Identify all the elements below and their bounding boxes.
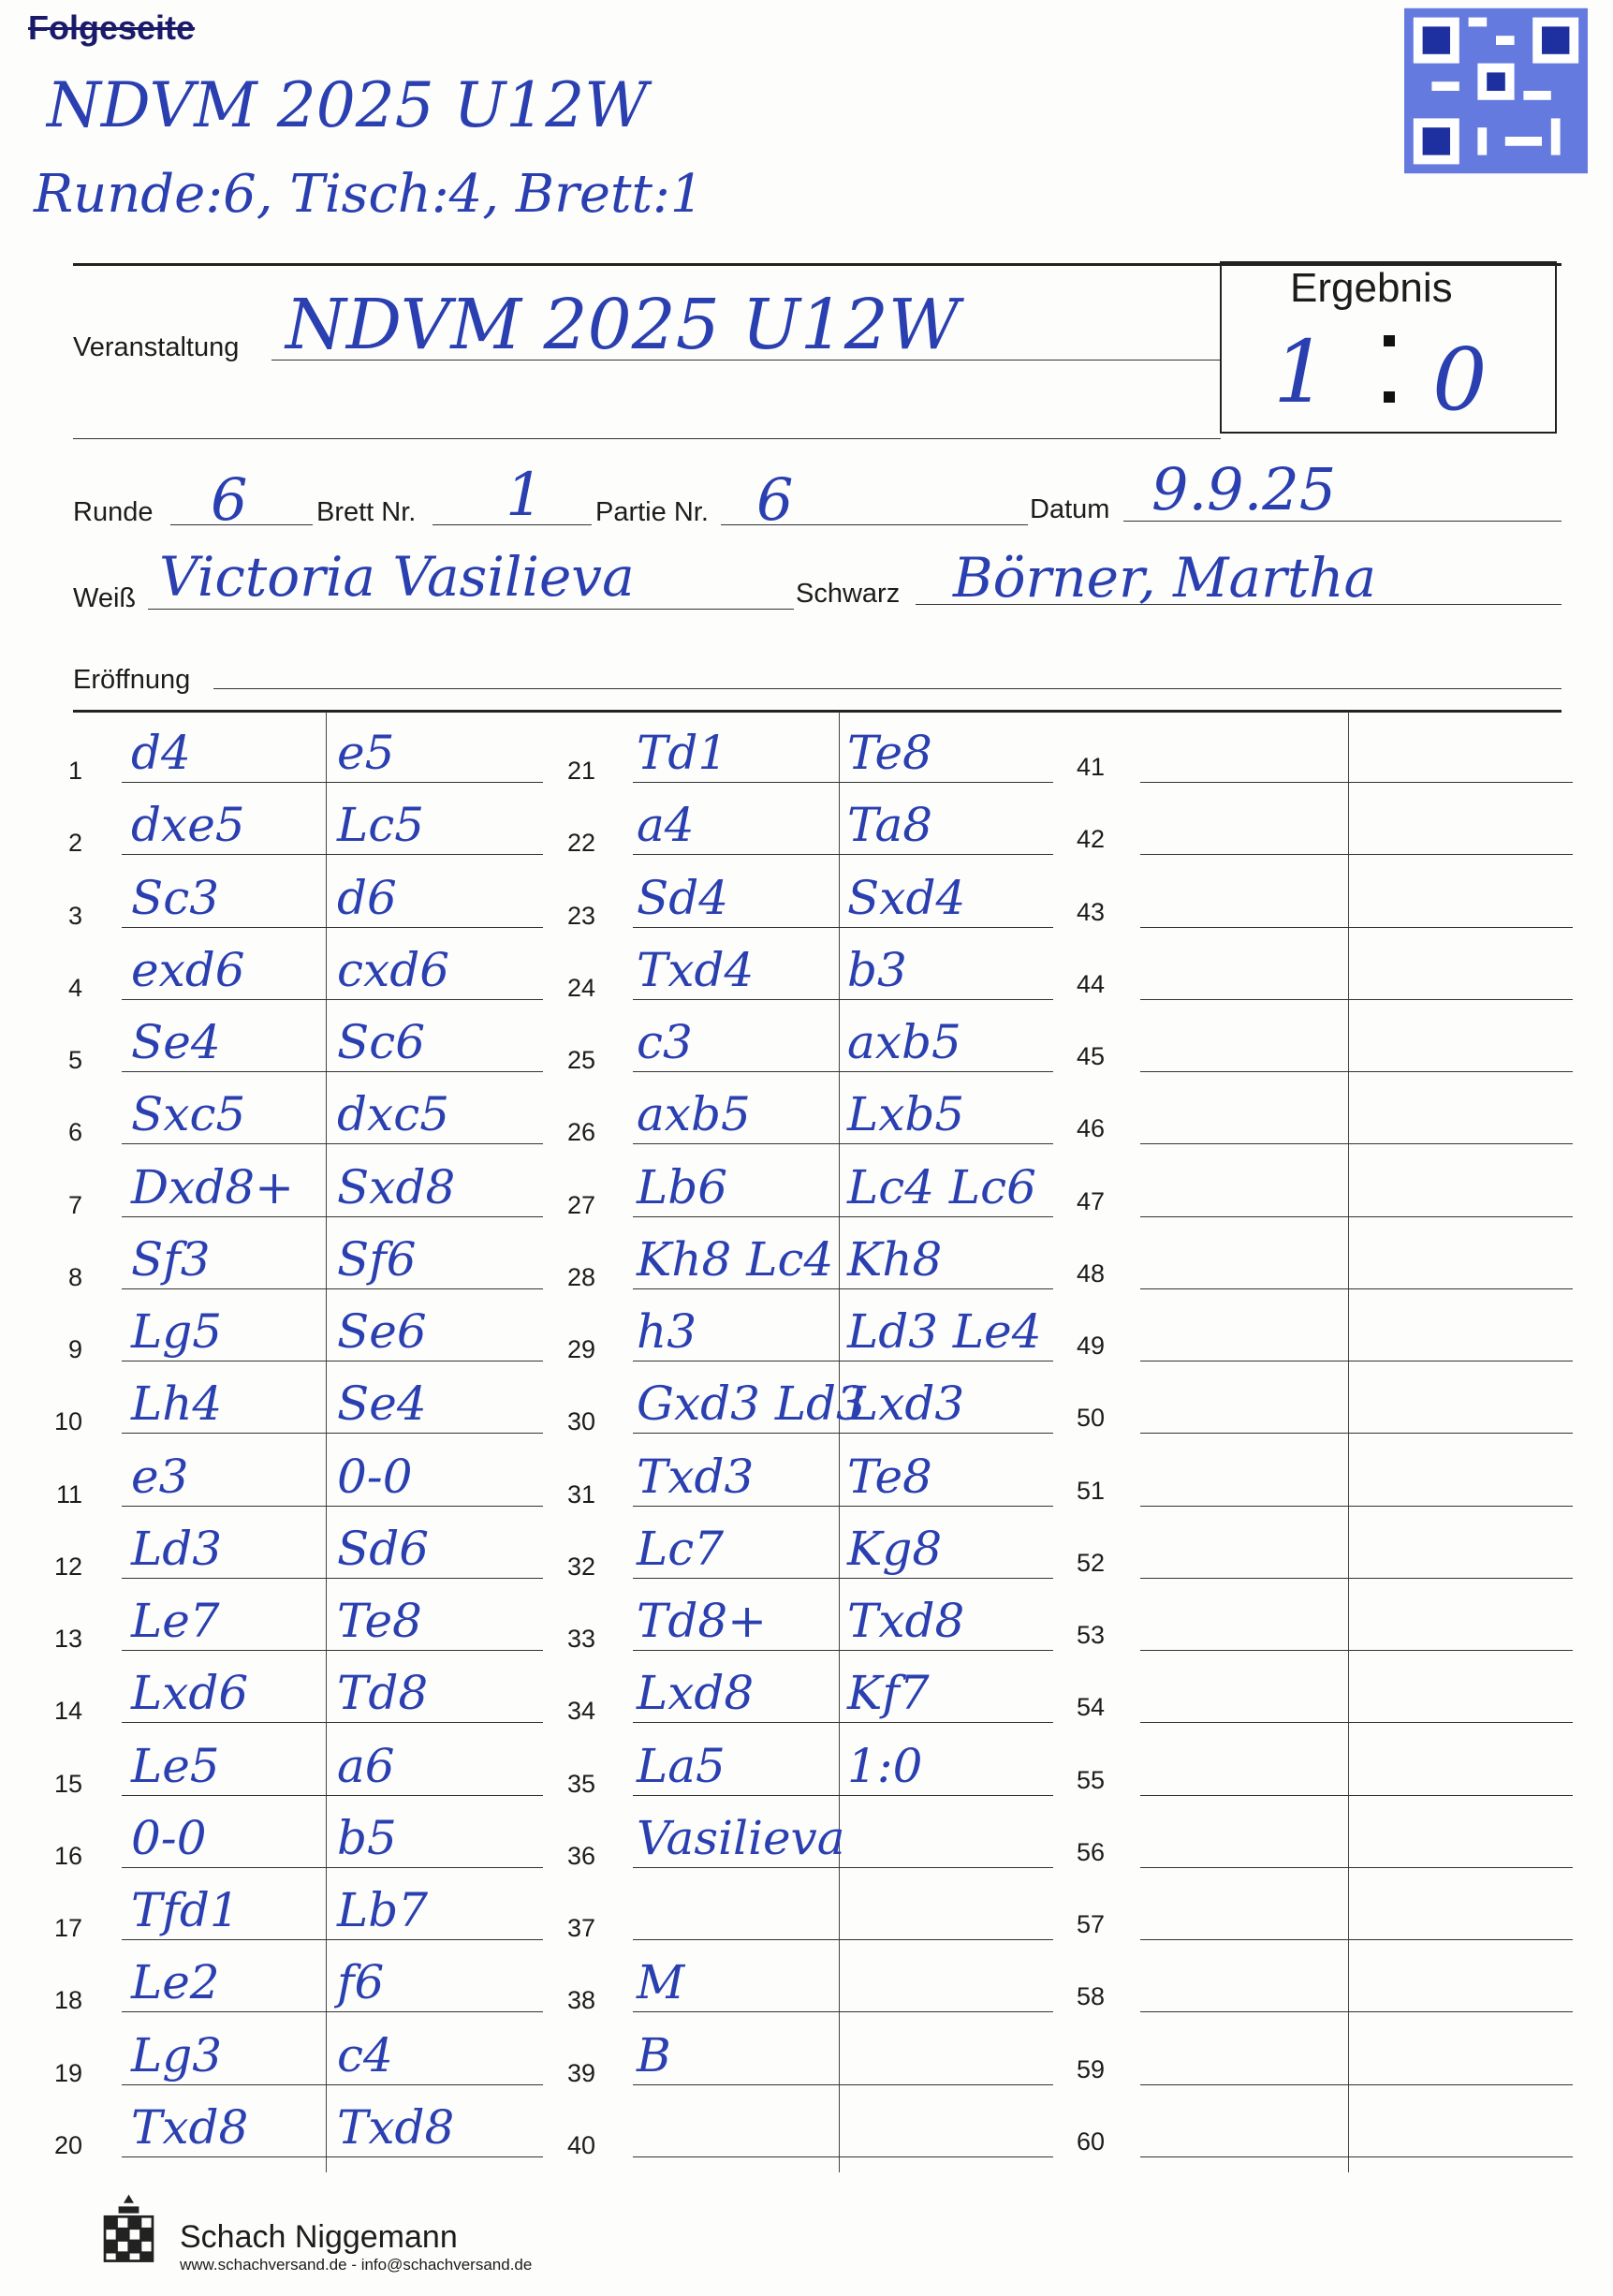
move-row-line [122, 1867, 543, 1868]
move-number: 37 [566, 1914, 595, 1942]
move-number: 58 [1076, 1982, 1105, 2011]
move-row-line [1140, 1143, 1573, 1144]
move-row-line [633, 782, 1053, 783]
black-move: Lxd3 [847, 1376, 965, 1432]
move-number: 25 [566, 1046, 595, 1074]
move-number: 50 [1076, 1404, 1105, 1433]
move-number: 55 [1076, 1765, 1105, 1794]
result-label: Ergebnis [1290, 265, 1453, 311]
move-row-line [122, 999, 543, 1000]
round-label: Runde [73, 497, 154, 527]
move-row-line [1140, 1722, 1573, 1723]
move-row-line [122, 1506, 543, 1507]
move-number: 44 [1076, 969, 1105, 998]
move-number: 2 [67, 829, 82, 858]
white-move: a4 [637, 798, 695, 853]
move-row-line [633, 1578, 1053, 1579]
move-row-line [122, 1143, 543, 1144]
date-value: 9.9.25 [1151, 455, 1337, 523]
move-row-line [633, 1071, 1053, 1072]
move-number: 23 [566, 901, 595, 930]
white-move: Le2 [131, 1955, 220, 2010]
result-colon-icon [1384, 391, 1395, 403]
move-number: 22 [566, 829, 595, 858]
move-number: 47 [1076, 1186, 1105, 1215]
move-row-line [633, 1722, 1053, 1723]
move-number: 1 [67, 757, 82, 785]
opening-label: Eröffnung [73, 665, 191, 695]
black-move: Lxb5 [847, 1087, 965, 1142]
white-move: 0-0 [131, 1810, 207, 1865]
move-number: 45 [1076, 1042, 1105, 1070]
white-move: B [637, 2027, 671, 2083]
white-move: Gxd3 Ld3 [637, 1376, 866, 1432]
move-number: 6 [67, 1118, 82, 1147]
white-move: Lxd8 [637, 1666, 755, 1721]
black-move: 0-0 [337, 1449, 413, 1504]
move-number: 39 [566, 2058, 595, 2087]
black-label: Schwarz [796, 579, 901, 609]
move-number: 46 [1076, 1114, 1105, 1143]
black-move: dxc5 [337, 1087, 450, 1142]
white-move: Txd3 [637, 1449, 755, 1504]
move-row-line [633, 1288, 1053, 1289]
move-row-line [633, 1867, 1053, 1868]
black-move: Sd6 [337, 1521, 430, 1576]
black-move: d6 [337, 870, 397, 925]
move-row-line [122, 782, 543, 783]
move-row-line [633, 1433, 1053, 1434]
white-move: c3 [637, 1015, 693, 1069]
white-move: Lxd6 [131, 1666, 249, 1721]
move-row-line [633, 999, 1053, 1000]
date-label: Datum [1030, 494, 1110, 524]
move-number: 27 [566, 1190, 595, 1219]
move-row-line [122, 1650, 543, 1651]
black-move: Lc4 Lc6 [847, 1159, 1036, 1214]
white-move: Sc3 [131, 870, 220, 925]
move-row-line [1140, 1288, 1573, 1289]
move-row-line [633, 1795, 1053, 1796]
move-number: 4 [67, 973, 82, 1002]
game-label: Partie Nr. [595, 497, 709, 527]
move-row-line [633, 2011, 1053, 2012]
move-row-line [122, 1071, 543, 1072]
move-number: 34 [566, 1697, 595, 1726]
move-row-line [1140, 2084, 1573, 2085]
move-row-line [122, 1939, 543, 1940]
black-move: a6 [337, 1738, 395, 1793]
game-value: 6 [756, 465, 794, 534]
move-row-line [122, 2084, 543, 2085]
move-number: 16 [53, 1841, 82, 1870]
move-number: 30 [566, 1407, 595, 1436]
move-number: 24 [566, 973, 595, 1002]
move-row-line [1140, 1939, 1573, 1940]
move-row-line [122, 1578, 543, 1579]
move-number: 51 [1076, 1476, 1105, 1505]
move-row-line [633, 1216, 1053, 1217]
white-move: axb5 [637, 1087, 751, 1142]
black-move: b3 [847, 942, 907, 997]
move-number: 5 [67, 1046, 82, 1074]
white-move: dxe5 [131, 798, 245, 853]
black-move: Kf7 [847, 1666, 930, 1721]
white-move: Kh8 Lc4 [637, 1231, 834, 1287]
brand-name: Schach Niggemann [180, 2219, 458, 2255]
white-move: Vasilieva [637, 1810, 845, 1865]
event-label: Veranstaltung [73, 332, 240, 362]
white-move: Sf3 [131, 1231, 211, 1287]
crossed-out-label: Folgeseite [28, 8, 196, 47]
move-row-line [122, 2156, 543, 2157]
white-move: Sd4 [637, 870, 729, 925]
move-number: 20 [53, 2130, 82, 2159]
move-row-line [122, 854, 543, 855]
white-move: Txd4 [637, 942, 755, 997]
white-move: La5 [637, 1738, 726, 1793]
move-number: 59 [1076, 2054, 1105, 2083]
black-move: Se4 [337, 1376, 427, 1432]
white-move: Tfd1 [131, 1883, 240, 1937]
move-row-line [1140, 2011, 1573, 2012]
board-label: Brett Nr. [316, 497, 417, 527]
move-number: 32 [566, 1552, 595, 1581]
black-move: Te8 [847, 1449, 932, 1504]
black-move: axb5 [847, 1015, 961, 1069]
white-move: e3 [131, 1449, 189, 1504]
white-move: exd6 [131, 942, 245, 997]
note-round-info: Runde:6, Tisch:4, Brett:1 [34, 164, 704, 225]
brand-contact: www.schachversand.de - info@schachversand.de [180, 2256, 533, 2274]
move-number: 52 [1076, 1548, 1105, 1577]
black-move: Txd8 [337, 2099, 455, 2155]
move-number: 35 [566, 1769, 595, 1798]
move-row-line [122, 1288, 543, 1289]
white-move: M [637, 1955, 685, 2010]
move-number: 14 [53, 1697, 82, 1726]
move-row-line [1140, 1867, 1573, 1868]
move-number: 7 [67, 1190, 82, 1219]
move-row-line [633, 1506, 1053, 1507]
move-number: 19 [53, 2058, 82, 2087]
move-row-line [1140, 1578, 1573, 1579]
black-move: c4 [337, 2027, 393, 2083]
qr-code-icon [1404, 7, 1588, 174]
white-move: Sxc5 [131, 1087, 246, 1142]
move-row-line [1140, 2156, 1573, 2157]
move-row-line [1140, 999, 1573, 1000]
move-row-line [122, 1433, 543, 1434]
black-move: 1:0 [847, 1738, 923, 1793]
white-move: Lc7 [637, 1521, 725, 1576]
move-number: 54 [1076, 1693, 1105, 1722]
move-number: 8 [67, 1262, 82, 1291]
white-move: Ld3 [131, 1521, 223, 1576]
move-number: 41 [1076, 753, 1105, 781]
move-row-line [633, 2084, 1053, 2085]
black-move: cxd6 [337, 942, 450, 997]
move-row-line [633, 927, 1053, 928]
move-row-line [633, 1650, 1053, 1651]
white-move: Dxd8+ [131, 1159, 294, 1214]
black-move: Lb7 [337, 1883, 429, 1937]
event-value: NDVM 2025 U12W [286, 285, 960, 365]
move-number: 56 [1076, 1837, 1105, 1866]
move-row-line [633, 1939, 1053, 1940]
move-number: 12 [53, 1552, 82, 1581]
white-move: d4 [131, 726, 191, 780]
chess-pieces-logo-icon [94, 2191, 164, 2266]
move-number: 38 [566, 1986, 595, 2015]
move-number: 21 [566, 757, 595, 785]
black-move: Kh8 [847, 1231, 943, 1287]
move-number: 40 [566, 2130, 595, 2159]
move-number: 31 [566, 1479, 595, 1509]
move-number: 42 [1076, 825, 1105, 854]
move-row-line [122, 1216, 543, 1217]
move-row-line [633, 1143, 1053, 1144]
move-number: 48 [1076, 1258, 1105, 1288]
black-player: Börner, Martha [953, 546, 1377, 610]
move-row-line [1140, 1433, 1573, 1434]
move-row-line [1140, 1071, 1573, 1072]
white-move: Lg5 [131, 1304, 223, 1359]
move-row-line [122, 1795, 543, 1796]
white-move: Td8+ [637, 1594, 768, 1648]
white-move: Td1 [637, 726, 728, 780]
move-row-line [122, 927, 543, 928]
white-label: Weiß [73, 583, 137, 613]
move-number: 11 [55, 1479, 82, 1509]
black-move: Sxd8 [337, 1159, 456, 1214]
white-move: Le5 [131, 1738, 220, 1793]
move-number: 18 [53, 1986, 82, 2015]
move-number: 57 [1076, 1910, 1105, 1938]
move-number: 60 [1076, 2127, 1105, 2156]
black-move: Sxd4 [847, 870, 966, 925]
black-move: Sc6 [337, 1015, 426, 1069]
result-black: 0 [1432, 330, 1488, 430]
move-number: 13 [53, 1625, 82, 1653]
black-move: Te8 [847, 726, 932, 780]
white-player: Victoria Vasilieva [159, 545, 635, 609]
black-move: f6 [337, 1955, 385, 2010]
board-value: 1 [506, 461, 544, 530]
move-number: 36 [566, 1841, 595, 1870]
move-number: 10 [53, 1407, 82, 1436]
note-event: NDVM 2025 U12W [47, 69, 649, 141]
move-number: 9 [67, 1335, 82, 1363]
move-number: 43 [1076, 897, 1105, 926]
move-number: 26 [566, 1118, 595, 1147]
move-number: 49 [1076, 1332, 1105, 1360]
move-row-line [633, 2156, 1053, 2157]
move-row-line [1140, 854, 1573, 855]
round-value: 6 [211, 465, 248, 534]
move-number: 28 [566, 1262, 595, 1291]
move-number: 15 [53, 1769, 82, 1798]
move-number: 33 [566, 1625, 595, 1653]
move-number: 53 [1076, 1621, 1105, 1649]
result-colon-icon [1384, 335, 1395, 346]
move-row-line [1140, 1795, 1573, 1796]
black-move: Td8 [337, 1666, 429, 1721]
move-row-line [1140, 1506, 1573, 1507]
move-row-line [1140, 1216, 1573, 1217]
white-move: Lh4 [131, 1376, 223, 1432]
black-move: Te8 [337, 1594, 422, 1648]
black-move: b5 [337, 1810, 397, 1865]
white-move: Lb6 [637, 1159, 728, 1214]
move-row-line [1140, 782, 1573, 783]
black-move: Ld3 Le4 [847, 1304, 1042, 1359]
move-number: 29 [566, 1335, 595, 1363]
black-move: Lc5 [337, 798, 425, 853]
move-row-line [1140, 1650, 1573, 1651]
white-move: Txd8 [131, 2099, 249, 2155]
black-move: Kg8 [847, 1521, 943, 1576]
black-move: Ta8 [847, 798, 933, 853]
move-number: 17 [53, 1914, 82, 1942]
move-number: 3 [67, 901, 82, 930]
move-row-line [122, 2011, 543, 2012]
black-move: Se6 [337, 1304, 427, 1359]
move-row-line [1140, 927, 1573, 928]
black-move: Txd8 [847, 1594, 965, 1648]
white-move: Lg3 [131, 2027, 223, 2083]
move-row-line [633, 854, 1053, 855]
result-white: 1 [1273, 322, 1328, 422]
white-move: Le7 [131, 1594, 220, 1648]
move-row-line [122, 1722, 543, 1723]
white-move: Se4 [131, 1015, 221, 1069]
black-move: e5 [337, 726, 395, 780]
white-move: h3 [637, 1304, 697, 1359]
black-move: Sf6 [337, 1231, 417, 1287]
